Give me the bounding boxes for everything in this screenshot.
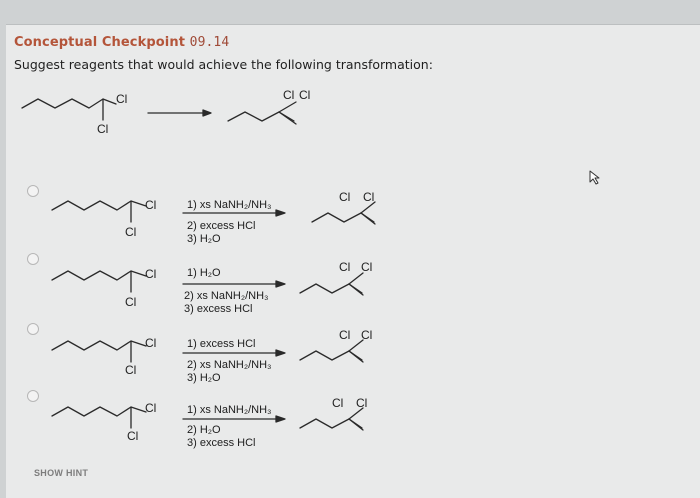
- reagent-step-1: 1) excess HCl: [187, 338, 256, 350]
- option-product-cl-label: Cl: [361, 260, 373, 274]
- reagent-step-3: 3) excess HCl: [184, 303, 253, 315]
- option-radio[interactable]: [27, 253, 39, 265]
- option-cl-label: Cl: [125, 363, 137, 377]
- option-product-cl-label: Cl: [339, 190, 351, 204]
- option-cl-label: Cl: [145, 336, 157, 350]
- reagent-step-2: 2) xs NaNH₂/NH₃: [184, 290, 269, 302]
- reactant-skeleton: [22, 99, 116, 108]
- reagent-step-2: 2) H₂O: [187, 424, 221, 436]
- option-cl-label: Cl: [125, 225, 137, 239]
- reagent-step-1: 1) xs NaNH₂/NH₃: [187, 404, 272, 416]
- product-cl-label: Cl: [299, 88, 311, 102]
- option-product-cl-label: Cl: [356, 396, 368, 410]
- option-product-cl-label: Cl: [361, 328, 373, 342]
- reagent-step-2: 2) xs NaNH₂/NH₃: [187, 359, 272, 371]
- reactant-cl-label: Cl: [97, 122, 109, 136]
- option-product-cl-label: Cl: [332, 396, 344, 410]
- option-radio[interactable]: [27, 323, 39, 335]
- question-prompt: Suggest reagents that would achieve the following transformation:: [14, 57, 433, 72]
- reagent-step-2: 2) excess HCl: [187, 220, 256, 232]
- mouse-cursor-icon: [588, 170, 602, 186]
- reagent-step-3: 3) excess HCl: [187, 437, 256, 449]
- product-skeleton: [228, 112, 294, 121]
- title-number: 09.14: [189, 35, 230, 50]
- option-cl-label: Cl: [145, 401, 157, 415]
- option-cl-label: Cl: [145, 267, 157, 281]
- reagent-step-3: 3) H₂O: [187, 372, 221, 384]
- option-product-cl-label: Cl: [363, 190, 375, 204]
- option-cl-label: Cl: [145, 198, 157, 212]
- product-cl-label: Cl: [283, 88, 295, 102]
- reagent-step-1: 1) H₂O: [187, 267, 221, 279]
- option-radio[interactable]: [27, 185, 39, 197]
- show-hint-button[interactable]: SHOW HINT: [34, 468, 89, 478]
- option-radio[interactable]: [27, 390, 39, 402]
- option-product-cl-label: Cl: [339, 260, 351, 274]
- option-product-cl-label: Cl: [339, 328, 351, 342]
- title-label: Conceptual Checkpoint: [14, 35, 186, 50]
- option-cl-label: Cl: [125, 295, 137, 309]
- option-cl-label: Cl: [127, 429, 139, 443]
- reagent-step-1: 1) xs NaNH₂/NH₃: [187, 199, 272, 211]
- reagent-step-3: 3) H₂O: [187, 233, 221, 245]
- reactant-cl-label: Cl: [116, 92, 128, 106]
